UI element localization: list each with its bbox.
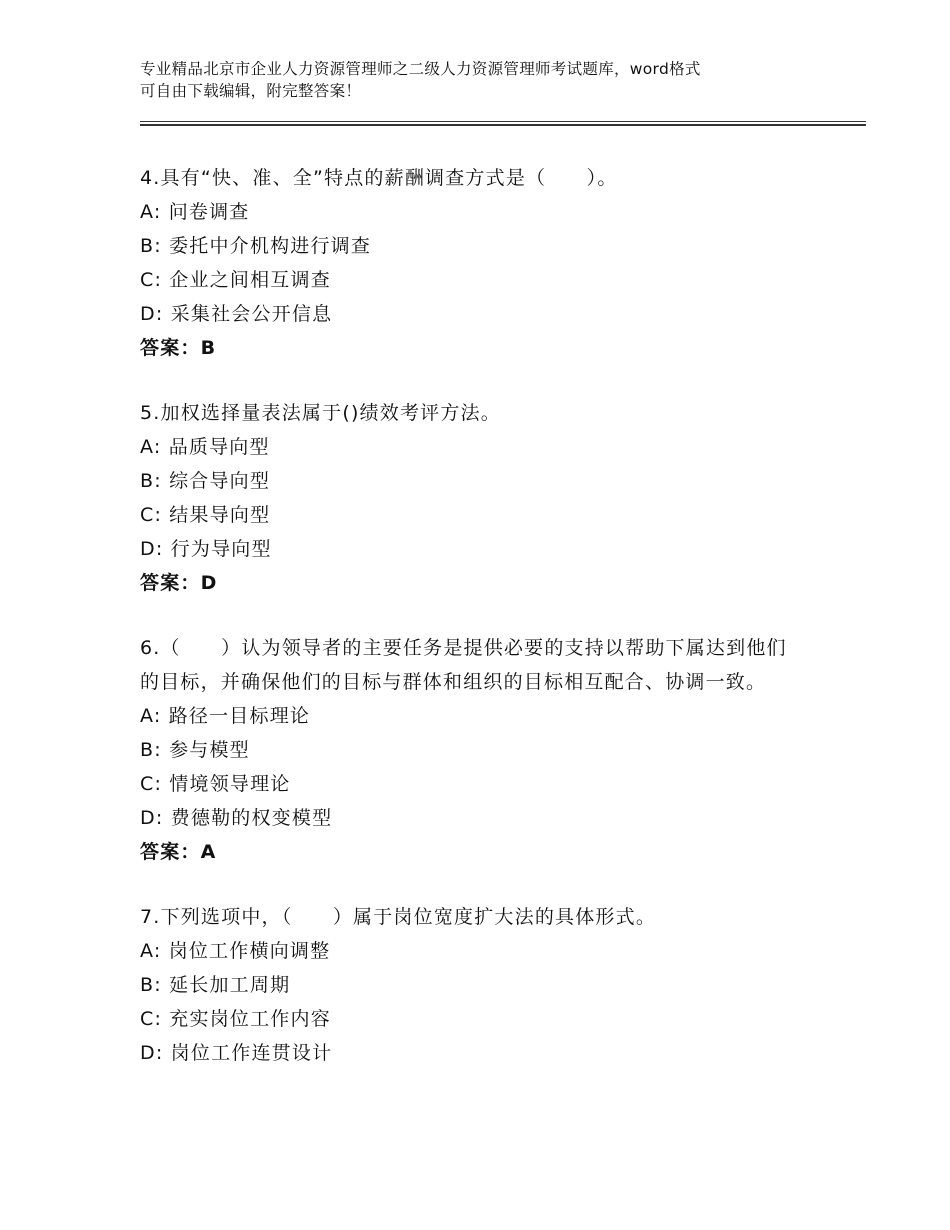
option-d: D: 行为导向型 bbox=[140, 538, 272, 560]
question-stem: 7.下列选项中，（ ）属于岗位宽度扩大法的具体形式。 bbox=[140, 906, 657, 928]
option-d: D: 费德勒的权变模型 bbox=[140, 807, 333, 829]
question-stem: 5.加权选择量表法属于()绩效考评方法。 bbox=[140, 402, 501, 424]
question-7 bbox=[140, 900, 800, 1070]
option-a: A: 问卷调查 bbox=[140, 201, 250, 223]
question-6 bbox=[140, 631, 800, 869]
option-d: D: 采集社会公开信息 bbox=[140, 303, 333, 325]
header-line-2: 可自由下载编辑，附完整答案！ bbox=[140, 82, 362, 100]
header-divider bbox=[140, 121, 866, 122]
option-b: B: 委托中介机构进行调查 bbox=[140, 235, 372, 257]
option-c: C: 情境领导理论 bbox=[140, 773, 291, 795]
option-a: A: 路径一目标理论 bbox=[140, 705, 311, 727]
question-list bbox=[140, 161, 800, 1101]
question-4 bbox=[140, 161, 800, 365]
question-5 bbox=[140, 396, 800, 600]
answer-label: 答案：B bbox=[140, 337, 217, 359]
option-a: A: 品质导向型 bbox=[140, 436, 270, 458]
header-divider-double bbox=[140, 124, 866, 126]
question-stem: 4.具有“快、准、全”特点的薪酬调查方式是（ ）。 bbox=[140, 167, 618, 189]
option-b: B: 延长加工周期 bbox=[140, 974, 291, 996]
answer-label: 答案：D bbox=[140, 572, 218, 594]
header-line-1: 专业精品北京市企业人力资源管理师之二级人力资源管理师考试题库，word格式 bbox=[140, 60, 701, 78]
option-c: C: 企业之间相互调查 bbox=[140, 269, 331, 291]
answer-label: 答案：A bbox=[140, 841, 217, 863]
option-a: A: 岗位工作横向调整 bbox=[140, 940, 331, 962]
option-c: C: 充实岗位工作内容 bbox=[140, 1008, 331, 1030]
option-b: B: 综合导向型 bbox=[140, 470, 271, 492]
document-header bbox=[140, 58, 820, 102]
option-d: D: 岗位工作连贯设计 bbox=[140, 1042, 333, 1064]
question-stem: 6.（ ）认为领导者的主要任务是提供必要的支持以帮助下属达到他们的目标，并确保他们的目标与群体和组织的目标相互配合、协调一致。 bbox=[140, 637, 787, 693]
option-c: C: 结果导向型 bbox=[140, 504, 271, 526]
option-b: B: 参与模型 bbox=[140, 739, 250, 761]
